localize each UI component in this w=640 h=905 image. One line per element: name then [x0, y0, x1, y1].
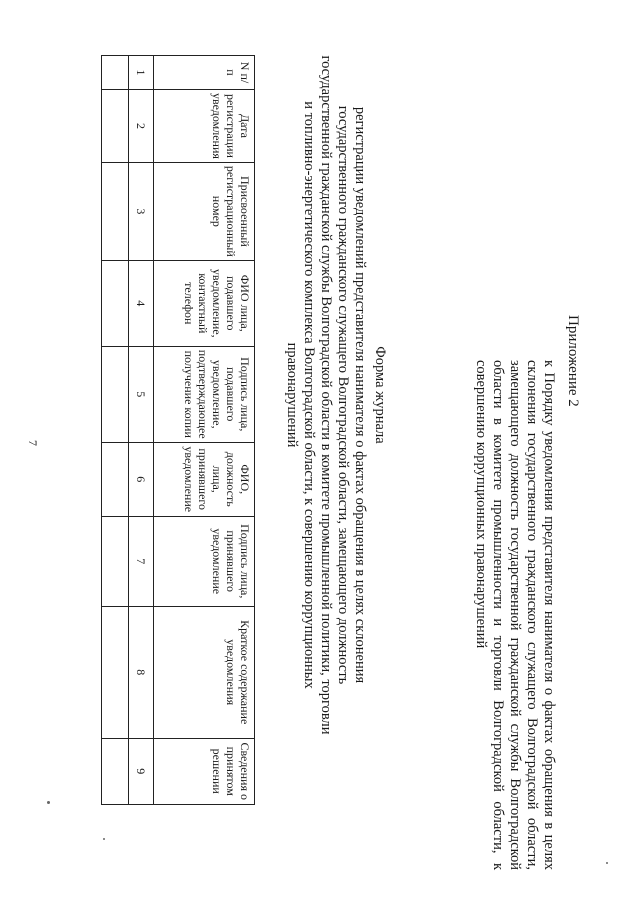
header-cell: Краткое содержание уведомления [154, 606, 255, 738]
form-subtitle: регистрации уведомлений представителя нанимателя о фактах обращения в целях склонения государственного гражданского служащего Волгоградской области, замещающего должность государственной гражданской службы Волгоградской области в комитете промышленной политики, торговли и топливно-энергетического комплекса Волгоградской области, к совершению коррупционных правонарушений [284, 55, 368, 735]
header-cell: Присвоенный регистрационный номер [154, 162, 255, 260]
page-number: 7 [26, 440, 40, 446]
column-number: 2 [129, 90, 154, 163]
column-number: 7 [129, 516, 154, 606]
empty-cell [102, 442, 129, 516]
scan-speck [103, 838, 105, 840]
form-heading [283, 55, 388, 735]
column-number: 9 [129, 738, 154, 804]
empty-cell [102, 260, 129, 346]
header-cell: Дата регистрации уведомления [154, 90, 255, 163]
header-cell: Подпись лица, принявшего уведомление [154, 516, 255, 606]
journal-table [101, 55, 255, 805]
table-number-row [129, 56, 154, 805]
table-header-row [154, 56, 255, 805]
column-number: 6 [129, 442, 154, 516]
header-cell: N п/п [154, 56, 255, 90]
column-number: 1 [129, 56, 154, 90]
appendix-body: к Порядку уведомления представителя нанимателя о фактах обращения в целях склонения государственного гражданского служащего Волгоградской области, замещающего должность государственной гражданской службы Волгоградской области в комитете промышленности и торговли Волгоградской области, к совершению коррупционных правонарушений [473, 360, 557, 870]
rotated-document-sheet [0, 15, 595, 895]
empty-cell [102, 738, 129, 804]
empty-cell [102, 162, 129, 260]
empty-cell [102, 346, 129, 442]
column-number: 3 [129, 162, 154, 260]
scan-speck [606, 862, 608, 864]
header-cell: Сведения о принятом решении [154, 738, 255, 804]
appendix-title: Приложение 2 [565, 315, 581, 407]
header-cell: Подпись лица, подавшего уведомление, подтверждающее получение копии [154, 346, 255, 442]
column-number: 4 [129, 260, 154, 346]
empty-cell [102, 516, 129, 606]
header-cell: ФИО лица, подавшего уведомление, контактный телефон [154, 260, 255, 346]
empty-cell [102, 90, 129, 163]
empty-cell [102, 56, 129, 90]
empty-cell [102, 606, 129, 738]
column-number: 8 [129, 606, 154, 738]
scan-speck [47, 801, 50, 804]
form-title: Форма журнала [372, 346, 388, 444]
table-empty-row [102, 56, 129, 805]
column-number: 5 [129, 346, 154, 442]
header-cell: ФИО, должность лица, принявшего уведомление [154, 442, 255, 516]
